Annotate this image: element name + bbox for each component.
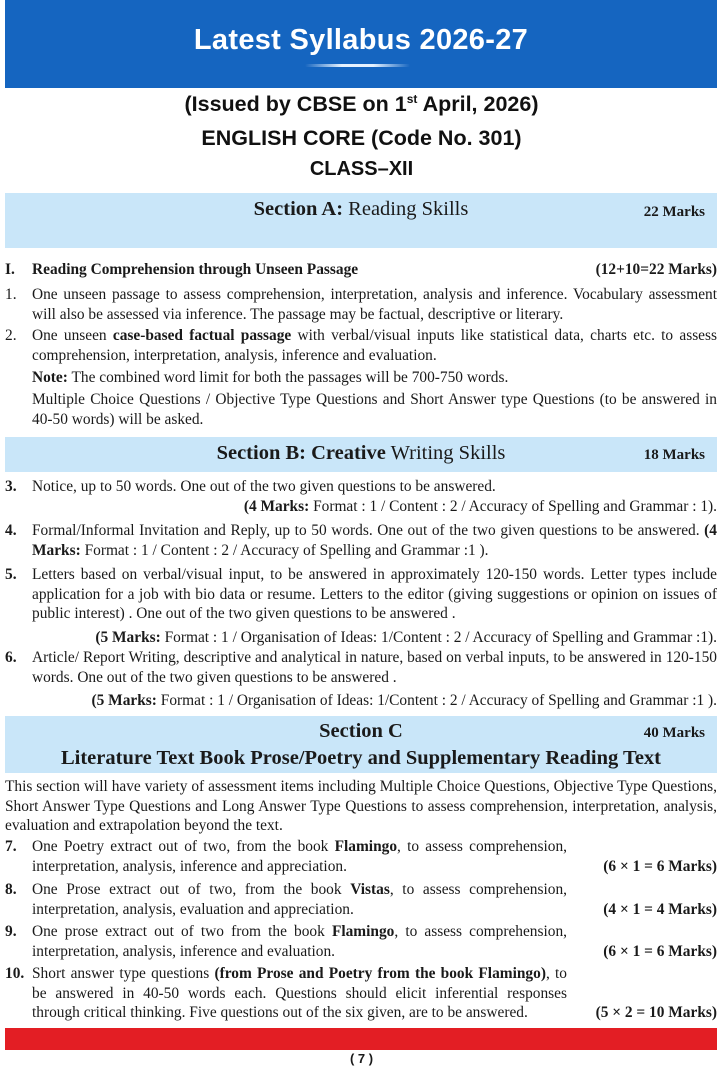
section-a-header <box>5 193 717 248</box>
question-10-marks: (5 × 2 = 10 Marks) <box>595 1004 717 1021</box>
banner-title: Latest Syllabus 2026-27 <box>193 23 529 56</box>
banner-underline <box>305 64 410 67</box>
question-8-marks: (4 × 1 = 4 Marks) <box>603 900 717 918</box>
question-9: 9. One prose extract out of two from the book Flamingo, to assess comprehension, interpretation, analysis, inference and evaluation. (6 × 1 = 6 Marks) <box>5 923 717 960</box>
section-a-point-1: 1. One unseen passage to assess comprehension, interpretation, analysis and inference. Vocabulary assessment will also be assessed via inference. The passage may be factual, descriptive or literary. <box>5 286 717 323</box>
section-a-mcq: Multiple Choice Questions / Objective Type Questions and Short Answer type Questions (to be answered in 40-50 words) will be asked. <box>32 391 717 428</box>
section-b-marks: 18 Marks <box>643 447 705 463</box>
section-a-point-2: 2. One unseen case-based factual passage with verbal/visual inputs like statistical data, charts etc. to assess comprehension, interpretation, analysis, inference and evaluation. <box>5 327 717 364</box>
issued-sup: st <box>406 91 418 106</box>
question-8: 8. One Prose extract out of two, from the book Vistas, to assess comprehension, interpretation, analysis, evaluation and appreciation. (4 × 1 = 4 Marks) <box>5 881 717 918</box>
page-number: ( 7 ) <box>349 1051 374 1066</box>
title-banner <box>5 0 717 88</box>
question-5-marks: (5 Marks: Format : 1 / Organisation of Ideas: 1/Content : 2 / Accuracy of Spelling and Grammar :1). <box>95 628 717 646</box>
question-10: 10. Short answer type questions (from Prose and Poetry from the book Flamingo), to be answered in 40-50 words each. Questions should elicit inferential responses through critical thinking. Five questions out of the six given, are to be answered. (5 × 2 = 10 Marks) <box>5 965 717 1021</box>
issued-line <box>0 92 723 117</box>
footer-bar <box>5 1028 717 1050</box>
issued-suffix: April, 2026) <box>417 92 539 116</box>
section-c-subtitle: Literature Text Book Prose/Poetry and Supplementary Reading Text <box>60 747 661 769</box>
question-5: 5. Letters based on verbal/visual input, to be answered in approximately 120-150 words. Letter types include application for a job with bio data or resume. Letters to the editor (giving suggestions or opinion on issues of public interest) . One out of the two given questions to be answered . (5 Marks: Format : 1 / Organisation of Ideas: 1/Content : 2 / Accuracy of Spelling and Grammar :1). <box>5 566 717 646</box>
section-a-title: Section A: Reading Skills <box>253 198 469 220</box>
section-b-title: Section B: Creative Writing Skills <box>216 442 506 464</box>
question-3: 3. Notice, up to 50 words. One out of the two given questions to be answered. (4 Marks: Format : 1 / Content : 2 / Accuracy of Spelling and Grammar : 1). <box>5 478 717 515</box>
section-a-marks: 22 Marks <box>643 204 705 220</box>
question-6: 6. Article/ Report Writing, descriptive and analytical in nature, based on verbal inputs, to be answered in 120-150 words. One out of the two given questions to be answered . (5 Marks: Format : 1 / Organisation of Ideas: 1/Content : 2 / Accuracy of Spelling and Grammar :1 ). <box>5 649 717 709</box>
item-i-heading: I. Reading Comprehension through Unseen Passage (12+10=22 Marks) <box>5 261 717 278</box>
class-line: CLASS–XII <box>309 158 414 180</box>
section-c-intro: This section will have variety of assessment items including Multiple Choice Questions, Objective Type Questions, Short Answer Type Questions and Long Answer Type Questions to assess comprehension, interpretation, analysis, evaluation and extrapolation beyond the text. <box>5 778 717 834</box>
question-6-marks: (5 Marks: Format : 1 / Organisation of Ideas: 1/Content : 2 / Accuracy of Spelling and Grammar :1 ). <box>91 692 717 709</box>
question-4: 4. Formal/Informal Invitation and Reply, up to 50 words. One out of the two given questions to be answered. (4 Marks: Format : 1 / Content : 2 / Accuracy of Spelling and Grammar :1 ). <box>5 522 717 559</box>
subject-line: ENGLISH CORE (Code No. 301) <box>201 126 522 150</box>
section-a-note: Note: The combined word limit for both the passages will be 700-750 words. <box>32 369 509 386</box>
question-7-marks: (6 × 1 = 6 Marks) <box>603 857 717 875</box>
question-9-marks: (6 × 1 = 6 Marks) <box>603 942 717 960</box>
section-c-header <box>5 716 717 773</box>
section-c-marks: 40 Marks <box>643 725 705 741</box>
section-c-title: Section C <box>319 720 403 742</box>
section-b-header <box>5 437 717 472</box>
question-3-marks: (4 Marks: Format : 1 / Content : 2 / Accuracy of Spelling and Grammar : 1). <box>243 497 717 515</box>
issued-prefix: (Issued by CBSE on 1 <box>184 92 407 116</box>
question-7: 7. One Poetry extract out of two, from the book Flamingo, to assess comprehension, interpretation, analysis, inference and appreciation. (6 × 1 = 6 Marks) <box>5 838 717 875</box>
